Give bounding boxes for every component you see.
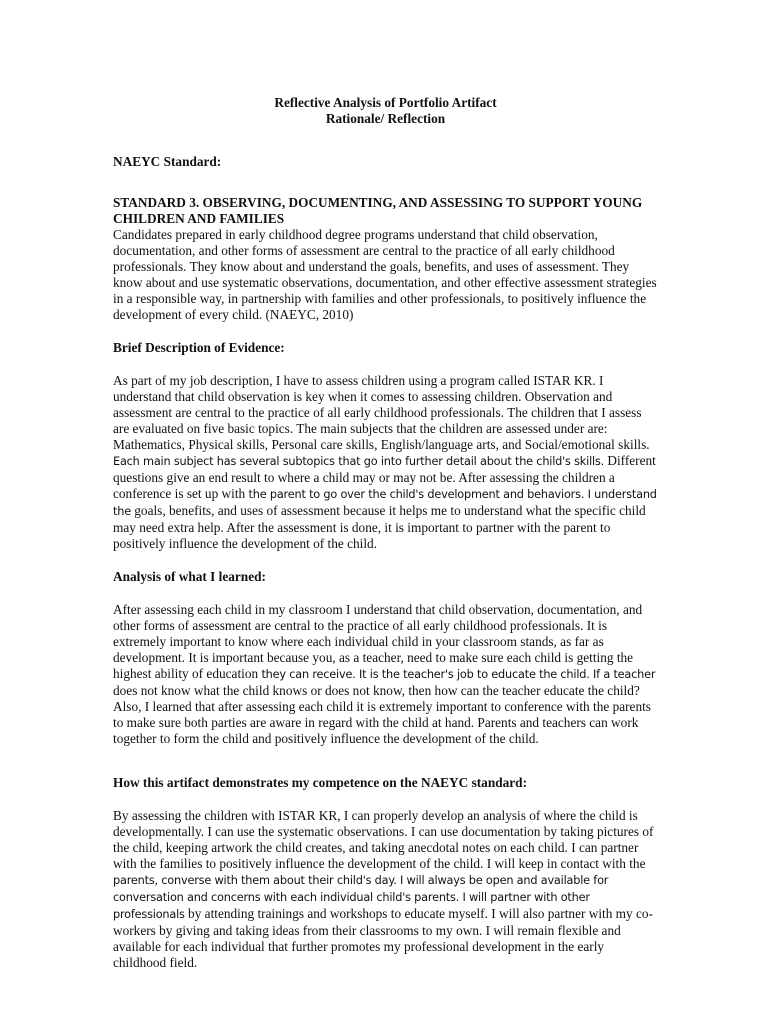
evidence-handwritten-1: Each main subject has several subtopics that go into further detail about the child's skills. xyxy=(113,455,605,468)
competence-heading: How this artifact demonstrates my competence on the NAEYC standard: xyxy=(113,775,527,790)
naeyc-standard-label: NAEYC Standard: xyxy=(113,154,222,169)
evidence-paragraph xyxy=(113,373,658,552)
evidence-handwritten-2: the parent to go over the child's development and behaviors. I understand the xyxy=(113,488,657,518)
competence-handwritten-1: parents, converse with them about their child's day. I will always be open and available for conversation and concerns with each individual child's parents. I will partner with other professionals xyxy=(113,874,609,921)
standard-heading: STANDARD 3. OBSERVING, DOCUMENTING, AND ASSESSING TO SUPPORT YOUNG CHILDREN AND FAMILIES xyxy=(113,195,643,226)
analysis-paragraph xyxy=(113,602,658,747)
competence-text-1: By assessing the children with ISTAR KR, I can properly develop an analysis of where the child is developmentally. I can use the systematic observations. I can use documentation by taking pictures of the child, keeping artwork the child creates, and taking anecdotal notes on each child. I can partner with the families to positively influence the development of the child. I will keep in contact with the xyxy=(113,808,654,871)
document-subtitle: Rationale/ Reflection xyxy=(325,111,446,126)
competence-text-2: by attending trainings and workshops to educate myself. I will also partner with my co-workers by giving and taking ideas from their classrooms to my own. I will remain flexible and available for each individual that further promotes my professional development in the early childhood field. xyxy=(113,906,653,970)
analysis-text-1: After assessing each child in my classroom I understand that child observation, documentation, and other forms of assessment are central to the practice of all early childhood professionals. It is extremely important to know where each individual child in your classroom stands, as far as development. It is important because you, as a teacher, need to make sure each child is getting the highest ability of education xyxy=(113,602,643,681)
evidence-heading: Brief Description of Evidence: xyxy=(113,340,285,355)
analysis-handwritten-1: they can receive. It is the teacher's job to educate the child. If a teacher xyxy=(261,668,656,681)
analysis-text-2: does not know what the child knows or does not know, then how can the teacher educate the child? Also, I learned that after assessing each child it is extremely important to conference with the parents to make sure both parties are aware in regard with the child at hand. Parents and teachers can work together to form the child and positively influence the development of the child. xyxy=(113,683,651,746)
standard-text: Candidates prepared in early childhood degree programs understand that child observation, documentation, and other forms of assessment are central to the practice of all early childhood professionals. They know about and understand the goals, benefits, and uses of assessment. They know about and use systematic observations, documentation, and other effective assessment strategies in a responsible way, in partnership with families and other professionals, to positively influence the development of every child. (NAEYC, 2010) xyxy=(113,227,657,322)
evidence-text-3: goals, benefits, and uses of assessment because it helps me to understand what the specific child may need extra help. After the assessment is done, it is important to partner with the parent to positively influence the development of the child. xyxy=(113,503,646,551)
document-page xyxy=(113,95,658,971)
evidence-text-2: Different questions give an end result to where a child may or may not be. After assessing the children a conference is set up with xyxy=(113,453,656,501)
competence-paragraph xyxy=(113,808,658,971)
analysis-heading: Analysis of what I learned: xyxy=(113,569,266,584)
document-title: Reflective Analysis of Portfolio Artifact xyxy=(274,95,497,110)
evidence-text-1: As part of my job description, I have to assess children using a program called ISTAR KR. I understand that child observation is key when it comes to assessing children. Observation and assessment are central to the practice of all early childhood professionals. The children that I assess are evaluated on five basic topics. The main subjects that the children are assessed under are: Mathematics, Physical skills, Personal care skills, English/language arts, and Social/emotional skills. xyxy=(113,373,650,452)
